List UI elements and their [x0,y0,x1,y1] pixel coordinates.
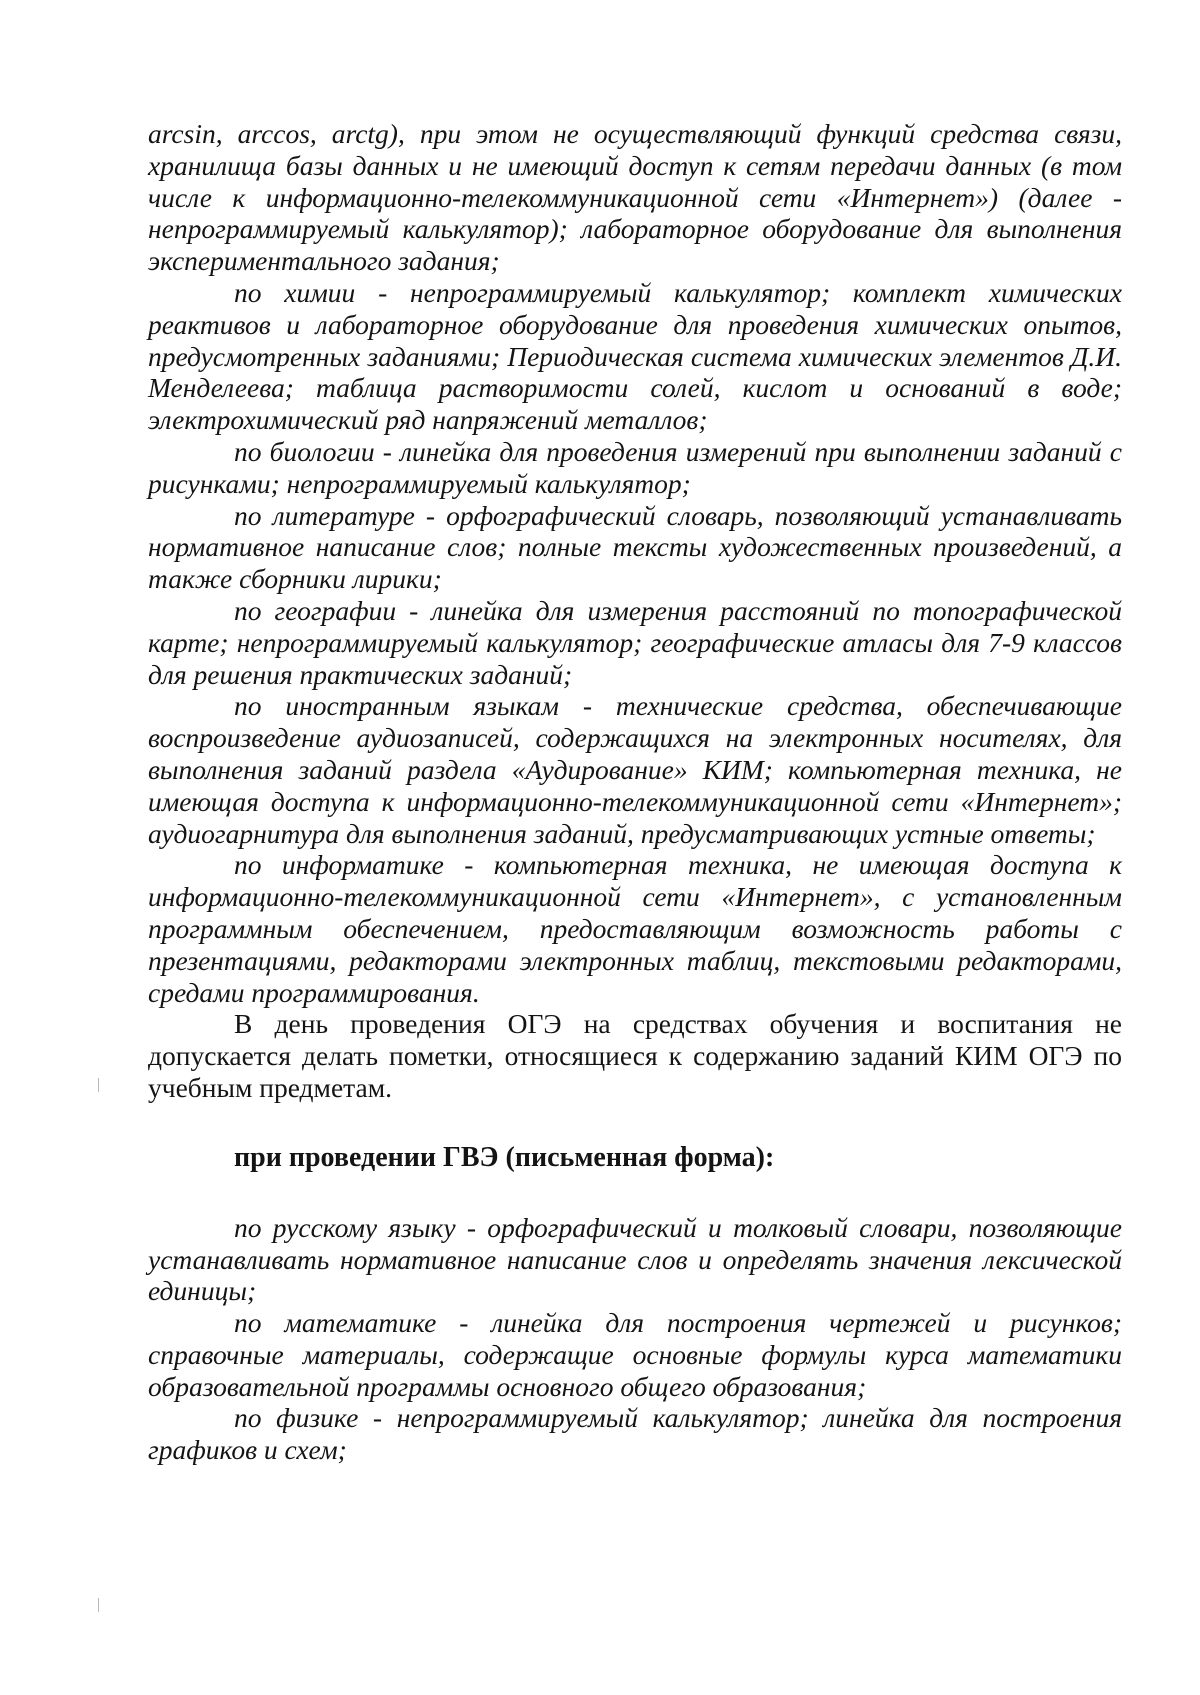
paragraph-mathematics: по математике - линейка для построения чертежей и рисунков; справочные материалы, содержащие основные формулы курса математики образовательной программы основного общего образования; [148,1307,1122,1402]
paragraph-russian-language: по русскому языку - орфографический и толковый словари, позволяющие устанавливать нормативное написание слов и определять значения лексической единицы; [148,1211,1122,1307]
document-body [148,118,1122,1466]
paragraph-oge-note: В день проведения ОГЭ на средствах обучения и воспитания не допускается делать пометки, относящиеся к содержанию заданий КИМ ОГЭ по учебным предметам. [148,1008,1122,1103]
paragraph-foreign-languages: по иностранным языкам - технические средства, обеспечивающие воспроизведение аудиозаписей, содержащихся на электронных носителях, для выполнения заданий раздела «Аудирование» КИМ; компьютерная техника, не имеющая доступа к информационно-телекоммуникационной сети «Интернет»; аудиогарнитура для выполнения заданий, предусматривающих устные ответы; [148,690,1122,849]
paragraph-biology: по биологии - линейка для проведения измерений при выполнении заданий с рисунками; непрограммируемый калькулятор; [148,435,1122,499]
paragraph-physics: по физике - непрограммируемый калькулятор; линейка для построения графиков и схем; [148,1402,1122,1466]
paragraph-informatics: по информатике - компьютерная техника, не имеющая доступа к информационно-телекоммуникационной сети «Интернет», с установленным программным обеспечением, предоставляющим возможность работы с презентациями, редакторами электронных таблиц, текстовыми редакторами, средами программирования. [148,849,1122,1008]
scan-margin-mark [98,1078,99,1092]
paragraph-calculator-definition: arcsin, arccos, arctg), при этом не осуществляющий функций средства связи, хранилища базы данных и не имеющий доступ к сетям передачи данных (в том числе к информационно-телекоммуникационной сети «Интернет») (далее - непрограммируемый калькулятор); лабораторное оборудование для выполнения экспериментального задания; [148,118,1122,277]
scan-margin-mark [98,1598,99,1612]
section-heading-gve: при проведении ГВЭ (письменная форма): [234,1141,775,1173]
paragraph-chemistry: по химии - непрограммируемый калькулятор; комплект химических реактивов и лабораторное оборудование для проведения химических опытов, предусмотренных заданиями; Периодическая система химических элементов Д.И. Менделеева; таблица растворимости солей, кислот и оснований в воде; электрохимический ряд напряжений металлов; [148,276,1122,436]
paragraph-literature: по литературе - орфографический словарь, позволяющий устанавливать нормативное написание слов; полные тексты художественных произведений, а также сборники лирики; [148,499,1122,595]
paragraph-geography: по географии - линейка для измерения расстояний по топографической карте; непрограммируемый калькулятор; географические атласы для 7-9 классов для решения практических заданий; [148,594,1122,690]
